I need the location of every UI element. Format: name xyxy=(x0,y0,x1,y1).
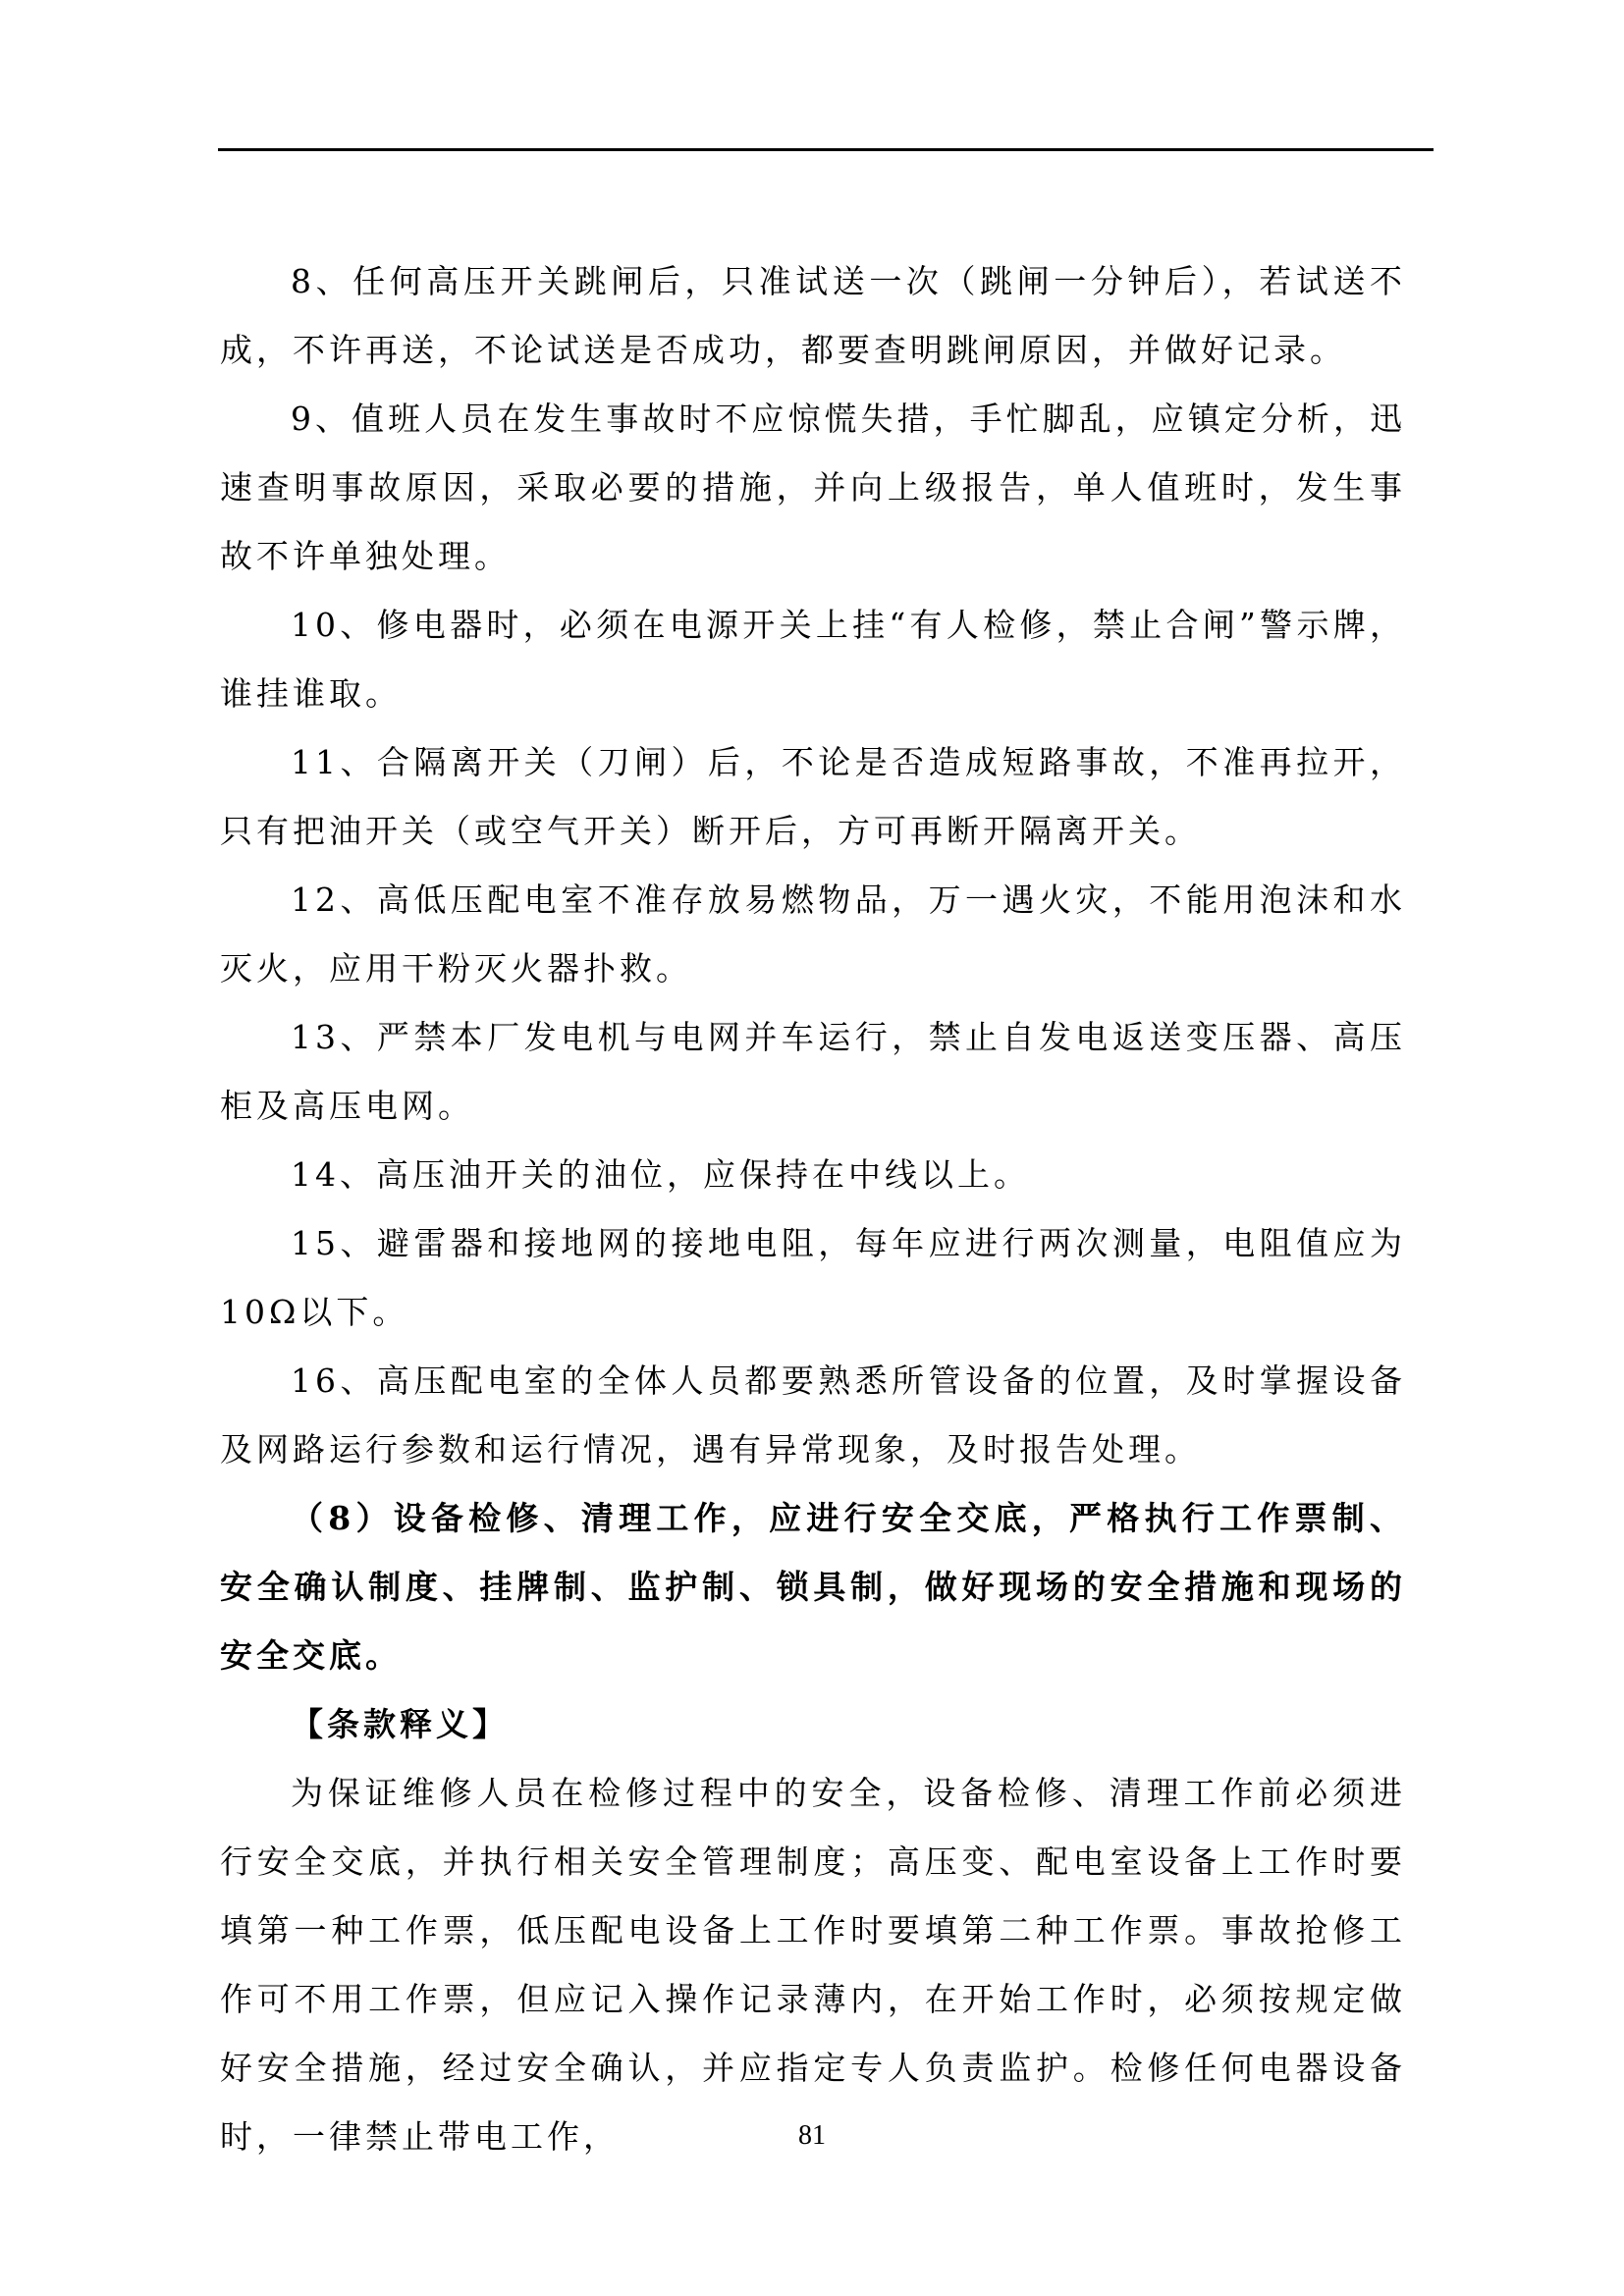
header-rule xyxy=(218,148,1434,151)
rule-item-10: 10、修电器时，必须在电源开关上挂“有人检修，禁止合闸”警示牌，谁挂谁取。 xyxy=(220,606,1406,713)
interpretation-label: 【条款释义】 xyxy=(291,1705,509,1743)
page-number: 81 xyxy=(798,2120,826,2151)
interpretation-text: 为保证维修人员在检修过程中的安全，设备检修、清理工作前必须进行安全交底，并执行相关安全管理制度；高压变、配电室设备上工作时要填第一种工作票，低压配电设备上工作时要填第二种工作票。事故抢修工作可不用工作票，但应记入操作记录薄内，在开始工作时，必须按规定做好安全措施，经过安全确认，并应指定专人负责监护。检修任何电器设备时，一律禁止带电工作， xyxy=(220,1774,1406,2156)
clause-heading: （8）设备检修、清理工作，应进行安全交底，严格执行工作票制、安全确认制度、挂牌制、监护制、锁具制，做好现场的安全措施和现场的安全交底。 xyxy=(220,1499,1406,1675)
rule-item-15: 15、避雷器和接地网的接地电阻，每年应进行两次测量，电阻值应为10Ω以下。 xyxy=(220,1224,1406,1331)
rule-item-13: 13、严禁本厂发电机与电网并车运行，禁止自发电返送变压器、高压柜及高压电网。 xyxy=(220,1018,1406,1125)
rule-item-11: 11、合隔离开关（刀闸）后，不论是否造成短路事故，不准再拉开，只有把油开关（或空气开关）断开后，方可再断开隔离开关。 xyxy=(220,743,1406,850)
rule-item-14: 14、高压油开关的油位，应保持在中线以上。 xyxy=(291,1155,1030,1194)
rule-item-16: 16、高压配电室的全体人员都要熟悉所管设备的位置，及时掌握设备及网路运行参数和运行情况，遇有异常现象，及时报告处理。 xyxy=(220,1362,1406,1468)
rule-item-8: 8、任何高压开关跳闸后，只准试送一次（跳闸一分钟后），若试送不成，不许再送，不论试送是否成功，都要查明跳闸原因，并做好记录。 xyxy=(220,262,1406,369)
rule-item-9: 9、值班人员在发生事故时不应惊慌失措，手忙脚乱，应镇定分析，迅速查明事故原因，采取必要的措施，并向上级报告，单人值班时，发生事故不许单独处理。 xyxy=(220,400,1406,575)
body-text xyxy=(220,247,1406,2171)
rule-item-12: 12、高低压配电室不准存放易燃物品，万一遇火灾，不能用泡沫和水灭火，应用干粉灭火器扑救。 xyxy=(220,881,1406,988)
